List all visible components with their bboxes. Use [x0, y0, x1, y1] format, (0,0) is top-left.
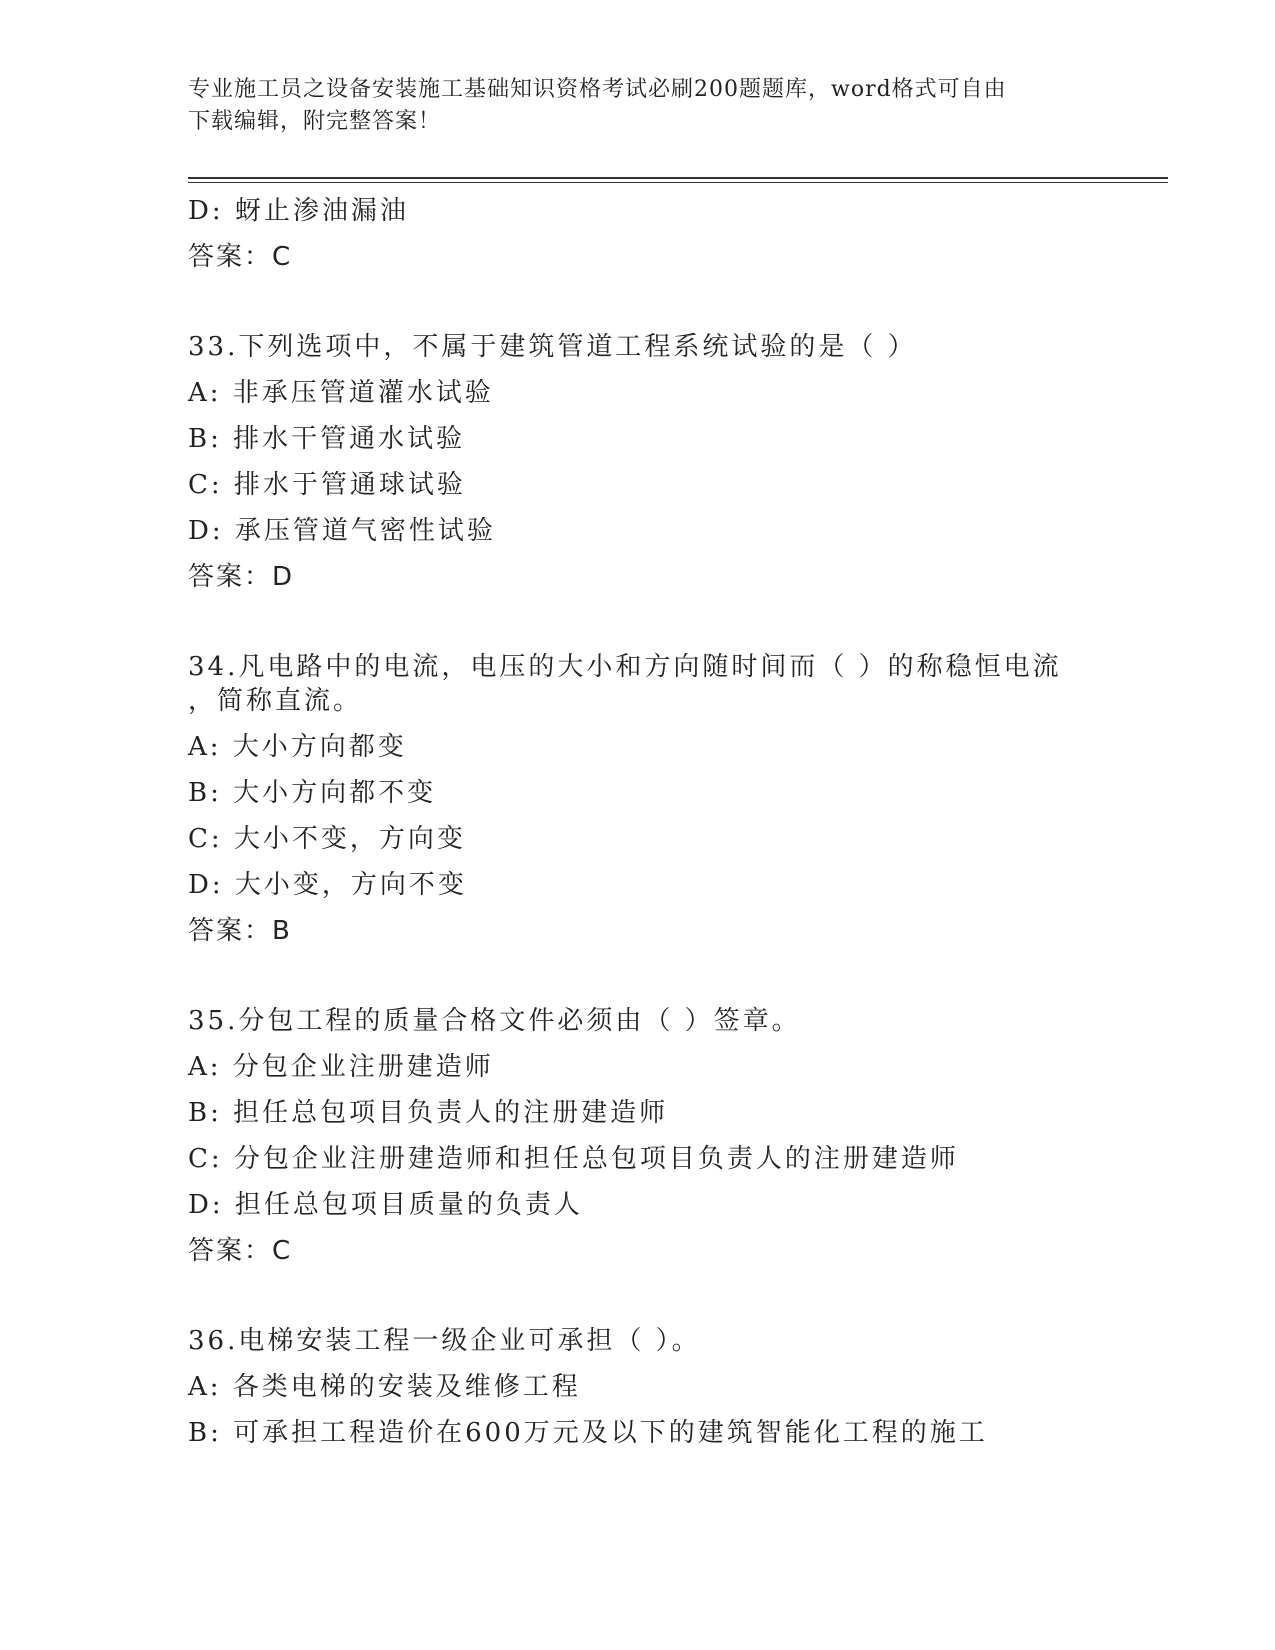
document-header	[188, 74, 1068, 138]
header-divider-thick	[188, 177, 1168, 179]
option-c: C: 排水于管通球试验	[188, 470, 466, 500]
option-a: A: 大小方向都变	[188, 732, 407, 762]
question-34	[188, 644, 1088, 954]
question-list	[188, 188, 1088, 1456]
spacer	[188, 1274, 1088, 1318]
question-33	[188, 324, 1088, 600]
question-stem: 35.分包工程的质量合格文件必须由（ ）签章。	[188, 1006, 801, 1036]
answer-line: 答案：C	[188, 242, 293, 272]
option-a: A: 非承压管道灌水试验	[188, 378, 494, 408]
question-stem: 33.下列选项中，不属于建筑管道工程系统试验的是（ ）	[188, 332, 917, 362]
question-stem-continuation: ，简称直流。	[188, 686, 363, 716]
option-b: B: 担任总包项目负责人的注册建造师	[188, 1098, 669, 1128]
spacer	[188, 600, 1088, 644]
option-d: D: 承压管道气密性试验	[188, 516, 496, 546]
option-d: D: 蚜止渗油漏油	[188, 196, 409, 226]
question-stem: 36.电梯安装工程一级企业可承担（ ）。	[188, 1326, 701, 1356]
question-36	[188, 1318, 1088, 1456]
header-divider-thin	[188, 182, 1168, 183]
answer-line: 答案：C	[188, 1236, 293, 1266]
spacer	[188, 280, 1088, 324]
option-d: D: 大小变，方向不变	[188, 870, 467, 900]
spacer	[188, 954, 1088, 998]
option-b: B: 大小方向都不变	[188, 778, 437, 808]
option-d: D: 担任总包项目质量的负责人	[188, 1190, 583, 1220]
option-b: B: 排水干管通水试验	[188, 424, 466, 454]
header-line-1: 专业施工员之设备安装施工基础知识资格考试必刷200题题库，word格式可自由	[188, 77, 1007, 102]
option-a: A: 各类电梯的安装及维修工程	[188, 1372, 581, 1402]
option-b: B: 可承担工程造价在600万元及以下的建筑智能化工程的施工	[188, 1418, 988, 1448]
option-a: A: 分包企业注册建造师	[188, 1052, 494, 1082]
question-35	[188, 998, 1088, 1274]
option-c: C: 分包企业注册建造师和担任总包项目负责人的注册建造师	[188, 1144, 959, 1174]
option-c: C: 大小不变，方向变	[188, 824, 466, 854]
answer-line: 答案：D	[188, 562, 295, 592]
header-line-2: 下载编辑，附完整答案！	[188, 109, 442, 134]
question-stem: 34.凡电路中的电流，电压的大小和方向随时间而（ ）的称稳恒电流	[188, 652, 1062, 682]
answer-line: 答案：B	[188, 916, 292, 946]
